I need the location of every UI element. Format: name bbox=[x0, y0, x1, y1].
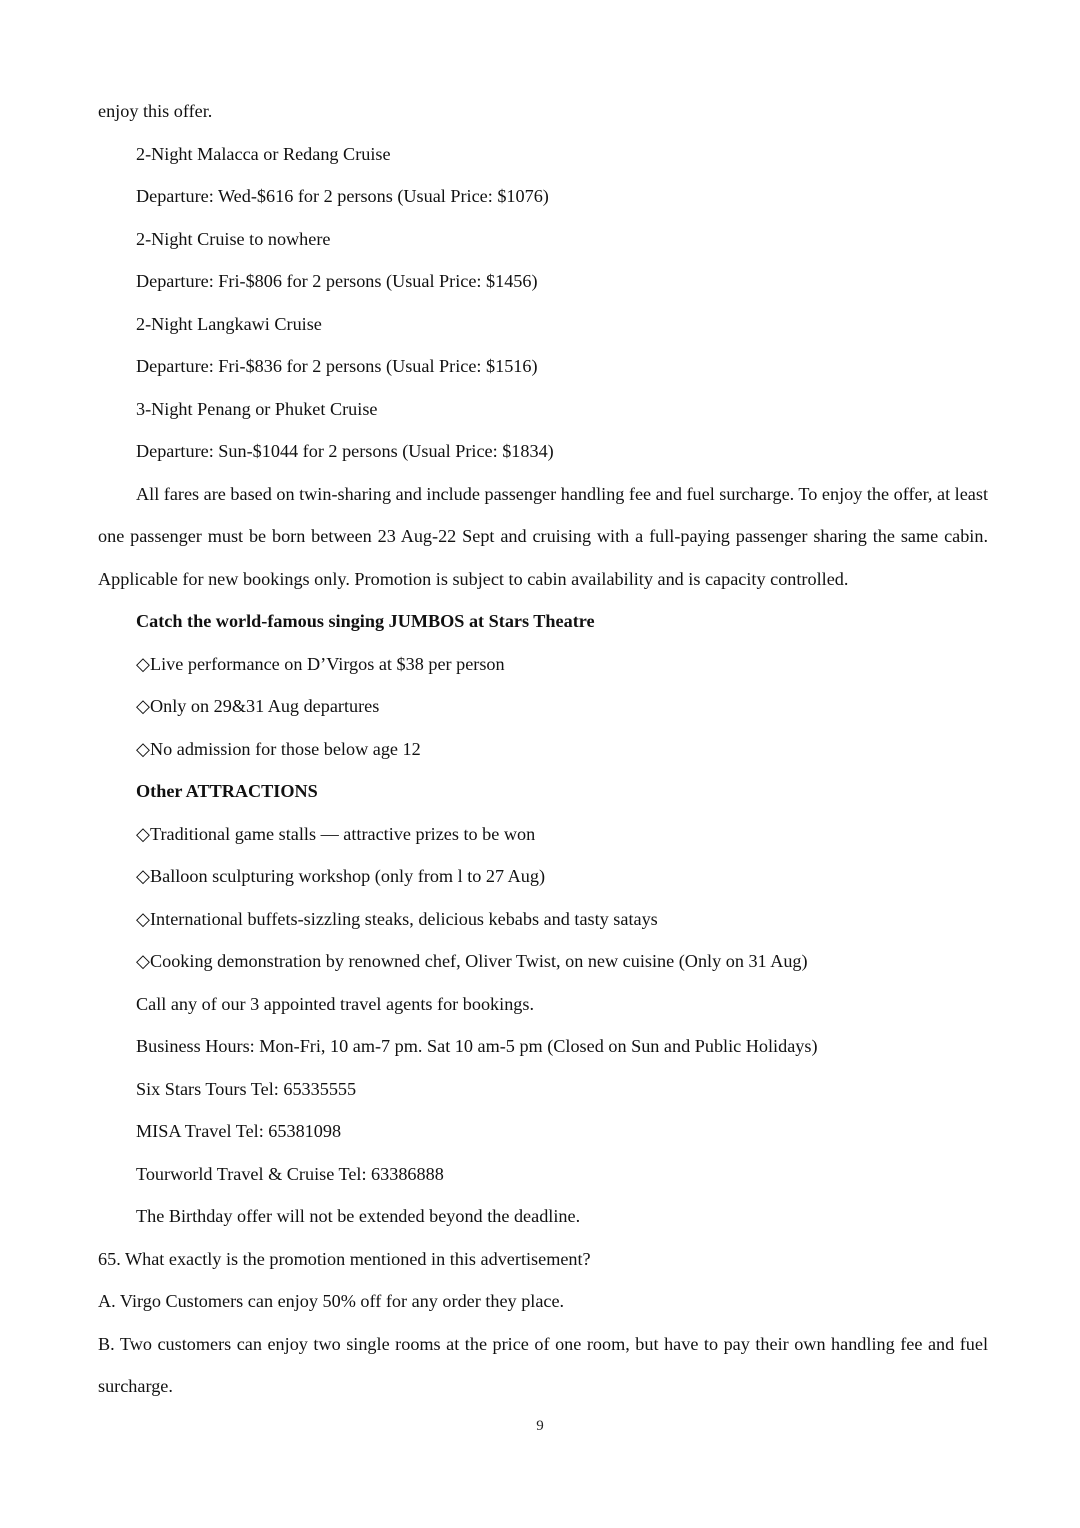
cruise-name: 2-Night Malacca or Redang Cruise bbox=[136, 143, 391, 164]
agent-contact: MISA Travel Tel: 65381098 bbox=[136, 1121, 342, 1141]
jumbos-list-item: ◇Only on 29&31 Aug departures bbox=[136, 696, 380, 716]
cruise-departure: Departure: Sun-$1044 for 2 persons (Usual Price: $1834) bbox=[136, 441, 554, 461]
attractions-heading: Other ATTRACTIONS bbox=[136, 781, 318, 801]
answer-option: B. Two customers can enjoy two single rooms at the price of one room, but have to pay their own handling fee and fuel surcharge. bbox=[98, 1333, 988, 1396]
cruise-name: 2-Night Cruise to nowhere bbox=[136, 228, 331, 249]
call-agents-text: Call any of our 3 appointed travel agents for bookings. bbox=[136, 993, 535, 1014]
jumbos-heading: Catch the world-famous singing JUMBOS at Stars Theatre bbox=[136, 611, 595, 631]
document-page bbox=[98, 90, 988, 1408]
fares-note-paragraph: All fares are based on twin-sharing and include passenger handling fee and fuel surcharge. To enjoy the offer, at least one passenger must be born between 23 Aug-22 Sept and cruising with a full-paying passenger sharing the same cabin. Applicable for new bookings only. Promotion is subject to cabin availability and is capacity controlled. bbox=[98, 483, 989, 589]
cruise-departure: Departure: Wed-$616 for 2 persons (Usual Price: $1076) bbox=[136, 186, 549, 206]
cruise-departure: Departure: Fri-$806 for 2 persons (Usual Price: $1456) bbox=[136, 271, 538, 291]
attractions-list-item: ◇Cooking demonstration by renowned chef, Oliver Twist, on new cuisine (Only on 31 Aug) bbox=[136, 951, 808, 971]
attractions-list-item: ◇Traditional game stalls — attractive prizes to be won bbox=[136, 823, 536, 844]
attractions-list-item: ◇International buffets-sizzling steaks, delicious kebabs and tasty satays bbox=[136, 908, 658, 929]
question-stem: 65. What exactly is the promotion mentioned in this advertisement? bbox=[98, 1248, 591, 1269]
agent-contact: Tourworld Travel & Cruise Tel: 63386888 bbox=[136, 1163, 444, 1184]
cruise-name: 2-Night Langkawi Cruise bbox=[136, 313, 322, 334]
continuation-text: enjoy this offer. bbox=[98, 101, 213, 121]
deadline-note: The Birthday offer will not be extended beyond the deadline. bbox=[136, 1206, 581, 1226]
jumbos-list-item: ◇Live performance on D’Virgos at $38 per person bbox=[136, 653, 505, 674]
cruise-name: 3-Night Penang or Phuket Cruise bbox=[136, 398, 378, 419]
business-hours-text: Business Hours: Mon-Fri, 10 am-7 pm. Sat 10 am-5 pm (Closed on Sun and Public Holidays) bbox=[136, 1036, 818, 1056]
page-number: 9 bbox=[536, 1418, 544, 1434]
answer-option: A. Virgo Customers can enjoy 50% off for any order they place. bbox=[98, 1291, 565, 1311]
jumbos-list-item: ◇No admission for those below age 12 bbox=[136, 738, 421, 759]
agent-contact: Six Stars Tours Tel: 65335555 bbox=[136, 1078, 357, 1099]
cruise-departure: Departure: Fri-$836 for 2 persons (Usual Price: $1516) bbox=[136, 356, 538, 376]
attractions-list-item: ◇Balloon sculpturing workshop (only from l to 27 Aug) bbox=[136, 866, 546, 886]
